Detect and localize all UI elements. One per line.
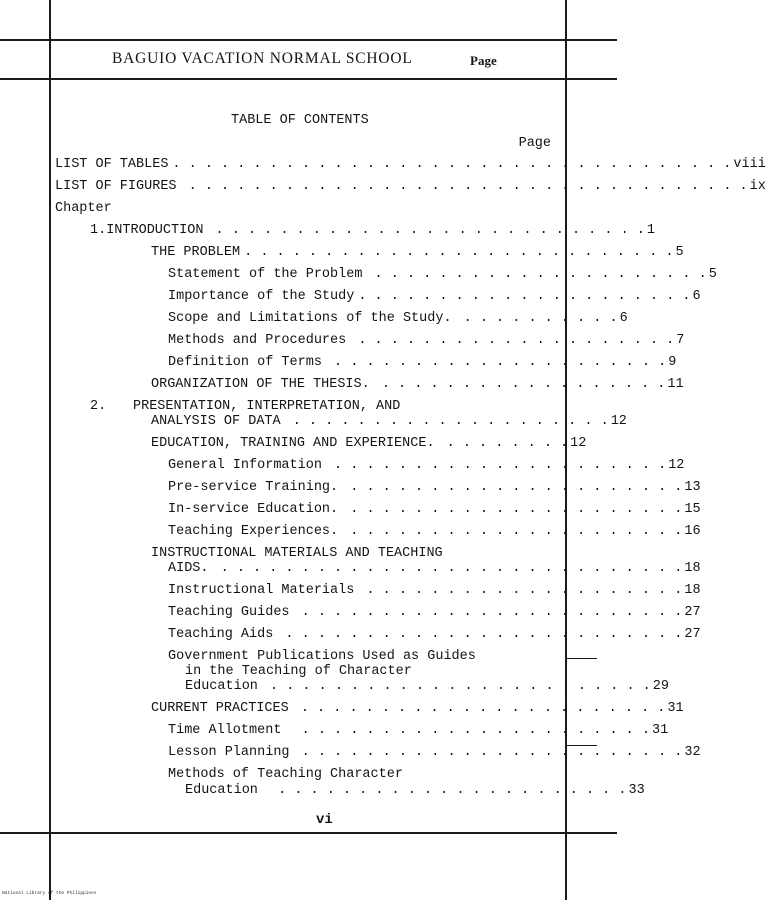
entry-page: 27 [684, 605, 701, 620]
entry-page: 31 [667, 701, 684, 716]
entry-label: INTRODUCTION [106, 223, 204, 238]
entry-label: Time Allotment [168, 723, 282, 738]
entry-label-line2: in the Teaching of Character [185, 664, 412, 679]
entry-page: 18 [684, 561, 701, 576]
dot-leader: . . . . . . . . . . . . . . . . . . . . . . . . . . . . . . . . . . . [180, 179, 748, 194]
dot-leader: . . . . . . . . . . . . . . . . . . . . . . . . . . . [207, 223, 645, 238]
entry-label: CURRENT PRACTICES [151, 701, 289, 716]
entry-page: 18 [684, 583, 701, 598]
toc-entry-general-information[interactable] [168, 458, 685, 474]
page-number: vi [316, 812, 333, 828]
dot-leader: . . . . . . . . . . . . . . . . . . . . [284, 414, 609, 429]
dot-leader: . . . . . . . . . . . . . . . . . . . . . [325, 458, 667, 473]
toc-entry-in-service-education[interactable] [168, 502, 701, 518]
entry-label: EDUCATION, TRAINING AND EXPERIENCE. [151, 436, 435, 451]
chapter-number: 1. [90, 223, 107, 238]
toc-entry-chapter-2[interactable] [151, 414, 627, 430]
entry-label: LIST OF TABLES [55, 157, 169, 172]
dot-leader: . . . . . . . . . . . . . . . . . . . . [350, 333, 675, 348]
toc-entry-lesson-planning[interactable] [168, 745, 701, 761]
toc-entry-teaching-experiences[interactable] [168, 524, 701, 540]
dot-leader: . . . . . . . . . . . . . . . . . . . . . . . . . . . . . [212, 561, 683, 576]
school-name: BAGUIO VACATION NORMAL SCHOOL [112, 50, 413, 67]
entry-label: THE PROBLEM [151, 245, 241, 260]
entry-label-line1: INSTRUCTIONAL MATERIALS AND TEACHING [151, 546, 443, 561]
entry-page: 5 [675, 245, 684, 260]
toc-entry-definition-of-terms[interactable] [168, 355, 677, 371]
toc-entry-teaching-aids[interactable] [168, 627, 701, 643]
toc-entry-importance-of-study[interactable] [168, 289, 701, 305]
entry-label: AIDS. [168, 561, 209, 576]
dot-leader: . . . . . . . . . . . . . . . . . . . . . . . . . . . [244, 245, 674, 260]
entry-page: 12 [570, 436, 587, 451]
toc-title: TABLE OF CONTENTS [231, 113, 369, 128]
dot-leader: . . . . . . . . . . . . . . . . . . . . . . [285, 723, 650, 738]
toc-entry-pre-service-training[interactable] [168, 480, 701, 496]
toc-entry-instructional-materials[interactable] [168, 583, 701, 599]
entry-label-line1: PRESENTATION, INTERPRETATION, AND [133, 399, 401, 414]
dot-leader: . . . . . . . . [438, 436, 569, 451]
entry-page: 13 [684, 480, 701, 495]
chapter-heading: Chapter [55, 201, 112, 216]
entry-page: ix [749, 179, 766, 194]
dot-leader: . . . . . . . . . . . . . . . . . . . . . . . . [293, 745, 683, 760]
entry-label: LIST OF FIGURES [55, 179, 177, 194]
dot-leader: . . . . . . . . . . . . . . . . . . . . . [342, 480, 683, 495]
entry-page: 32 [684, 745, 701, 760]
dot-leader: . . . . . . . . . . . . . . . . . . . . . [325, 355, 667, 370]
scan-footnote: National Library of the Philippines [2, 891, 97, 896]
entry-page: 5 [708, 267, 717, 282]
toc-entry-methods-and-procedures[interactable] [168, 333, 685, 349]
dot-leader: . . . . . . . . . . . . . . . . . . . . [358, 583, 683, 598]
entry-label: Definition of Terms [168, 355, 322, 370]
toc-entry-instructional-materials-aids[interactable] [168, 561, 701, 577]
entry-label: Importance of the Study [168, 289, 355, 304]
entry-page: 33 [628, 783, 645, 798]
dot-leader: . . . . . . . . . . . . . . . . . . . . . [358, 289, 691, 304]
dot-leader: . . . . . . . . . . . . . . . . . . . . . . . . [293, 605, 683, 620]
entry-page: 12 [610, 414, 627, 429]
right-margin-tick [567, 658, 597, 659]
dot-leader: . . . . . . . . . . . . . . . . . . . . . . . . . . . . . . . . . . . [172, 157, 732, 172]
entry-page: 31 [651, 723, 669, 738]
entry-label-line1: Methods of Teaching Character [168, 767, 403, 782]
dot-leader: . . . . . . . . . . . . . . . . . . . . . . . . . [277, 627, 683, 642]
toc-entry-the-problem[interactable] [151, 245, 684, 261]
entry-label-line1: Government Publications Used as Guides [168, 649, 476, 664]
entry-label: ORGANIZATION OF THE THESIS. [151, 377, 370, 392]
entry-label: Teaching Aids [168, 627, 274, 642]
dot-leader: . . . . . . . . . . . . . . . . . . . . . . . . [261, 679, 651, 694]
dot-leader: . . . . . . . . . . . . . . . . . . . . . . [261, 783, 627, 798]
entry-label: Education [185, 783, 258, 798]
entry-label: Scope and Limitations of the Study. [168, 311, 452, 326]
entry-label: Pre-service Training. [168, 480, 339, 495]
dot-leader: . . . . . . . . . . . . . . . . . . . . . [366, 267, 707, 282]
entry-page: 11 [667, 377, 684, 392]
top-horizontal-rule [0, 39, 617, 41]
toc-entry-chapter-1[interactable] [90, 223, 656, 239]
entry-label: In-service Education. [168, 502, 339, 517]
entry-label: Statement of the Problem [168, 267, 363, 282]
entry-page: 16 [684, 524, 701, 539]
toc-entry-list-of-figures[interactable] [55, 179, 766, 195]
entry-page: viii [733, 157, 766, 172]
entry-label: Lesson Planning [168, 745, 290, 760]
entry-page: 9 [668, 355, 677, 370]
toc-entry-education-training-experience[interactable] [151, 436, 587, 452]
entry-page: 27 [684, 627, 701, 642]
toc-entry-time-allotment[interactable] [168, 723, 669, 739]
dot-leader: . . . . . . . . . . . . . . . . . . . . . [342, 524, 683, 539]
header-page-label: Page [470, 53, 497, 68]
entry-page: 15 [684, 502, 701, 517]
toc-entry-statement-of-problem[interactable] [168, 267, 717, 283]
toc-entry-government-publications[interactable] [185, 679, 669, 695]
left-vertical-rule [49, 0, 51, 900]
dot-leader: . . . . . . . . . . . . . . . . . . [373, 377, 666, 392]
toc-entry-teaching-guides[interactable] [168, 605, 701, 621]
dot-leader: . . . . . . . . . . . . . . . . . . . . . [342, 502, 683, 517]
toc-entry-organization-of-thesis[interactable] [151, 377, 684, 393]
header-underline-rule [0, 78, 617, 80]
entry-label: Instructional Materials [168, 583, 355, 598]
entry-page: 6 [619, 311, 628, 326]
toc-entry-methods-of-teaching[interactable] [185, 783, 645, 799]
toc-entry-scope-and-limitations[interactable] [168, 311, 628, 327]
toc-entry-current-practices[interactable] [151, 701, 684, 717]
entry-label: ANALYSIS OF DATA [151, 414, 281, 429]
entry-label: Teaching Guides [168, 605, 290, 620]
entry-page: 6 [692, 289, 701, 304]
entry-label: Education [185, 679, 258, 694]
entry-label: Teaching Experiences. [168, 524, 339, 539]
dot-leader: . . . . . . . . . . [455, 311, 618, 326]
dot-leader: . . . . . . . . . . . . . . . . . . . . . . . [292, 701, 666, 716]
page-column-label: Page [518, 136, 551, 151]
chapter-number: 2. [90, 399, 107, 414]
toc-entry-list-of-tables[interactable] [55, 157, 766, 173]
entry-page: 29 [652, 679, 669, 694]
entry-label: Methods and Procedures [168, 333, 347, 348]
entry-page: 1 [646, 223, 656, 238]
entry-page: 12 [668, 458, 685, 473]
entry-page: 7 [676, 333, 685, 348]
entry-label: General Information [168, 458, 322, 473]
bottom-horizontal-rule [0, 832, 617, 834]
